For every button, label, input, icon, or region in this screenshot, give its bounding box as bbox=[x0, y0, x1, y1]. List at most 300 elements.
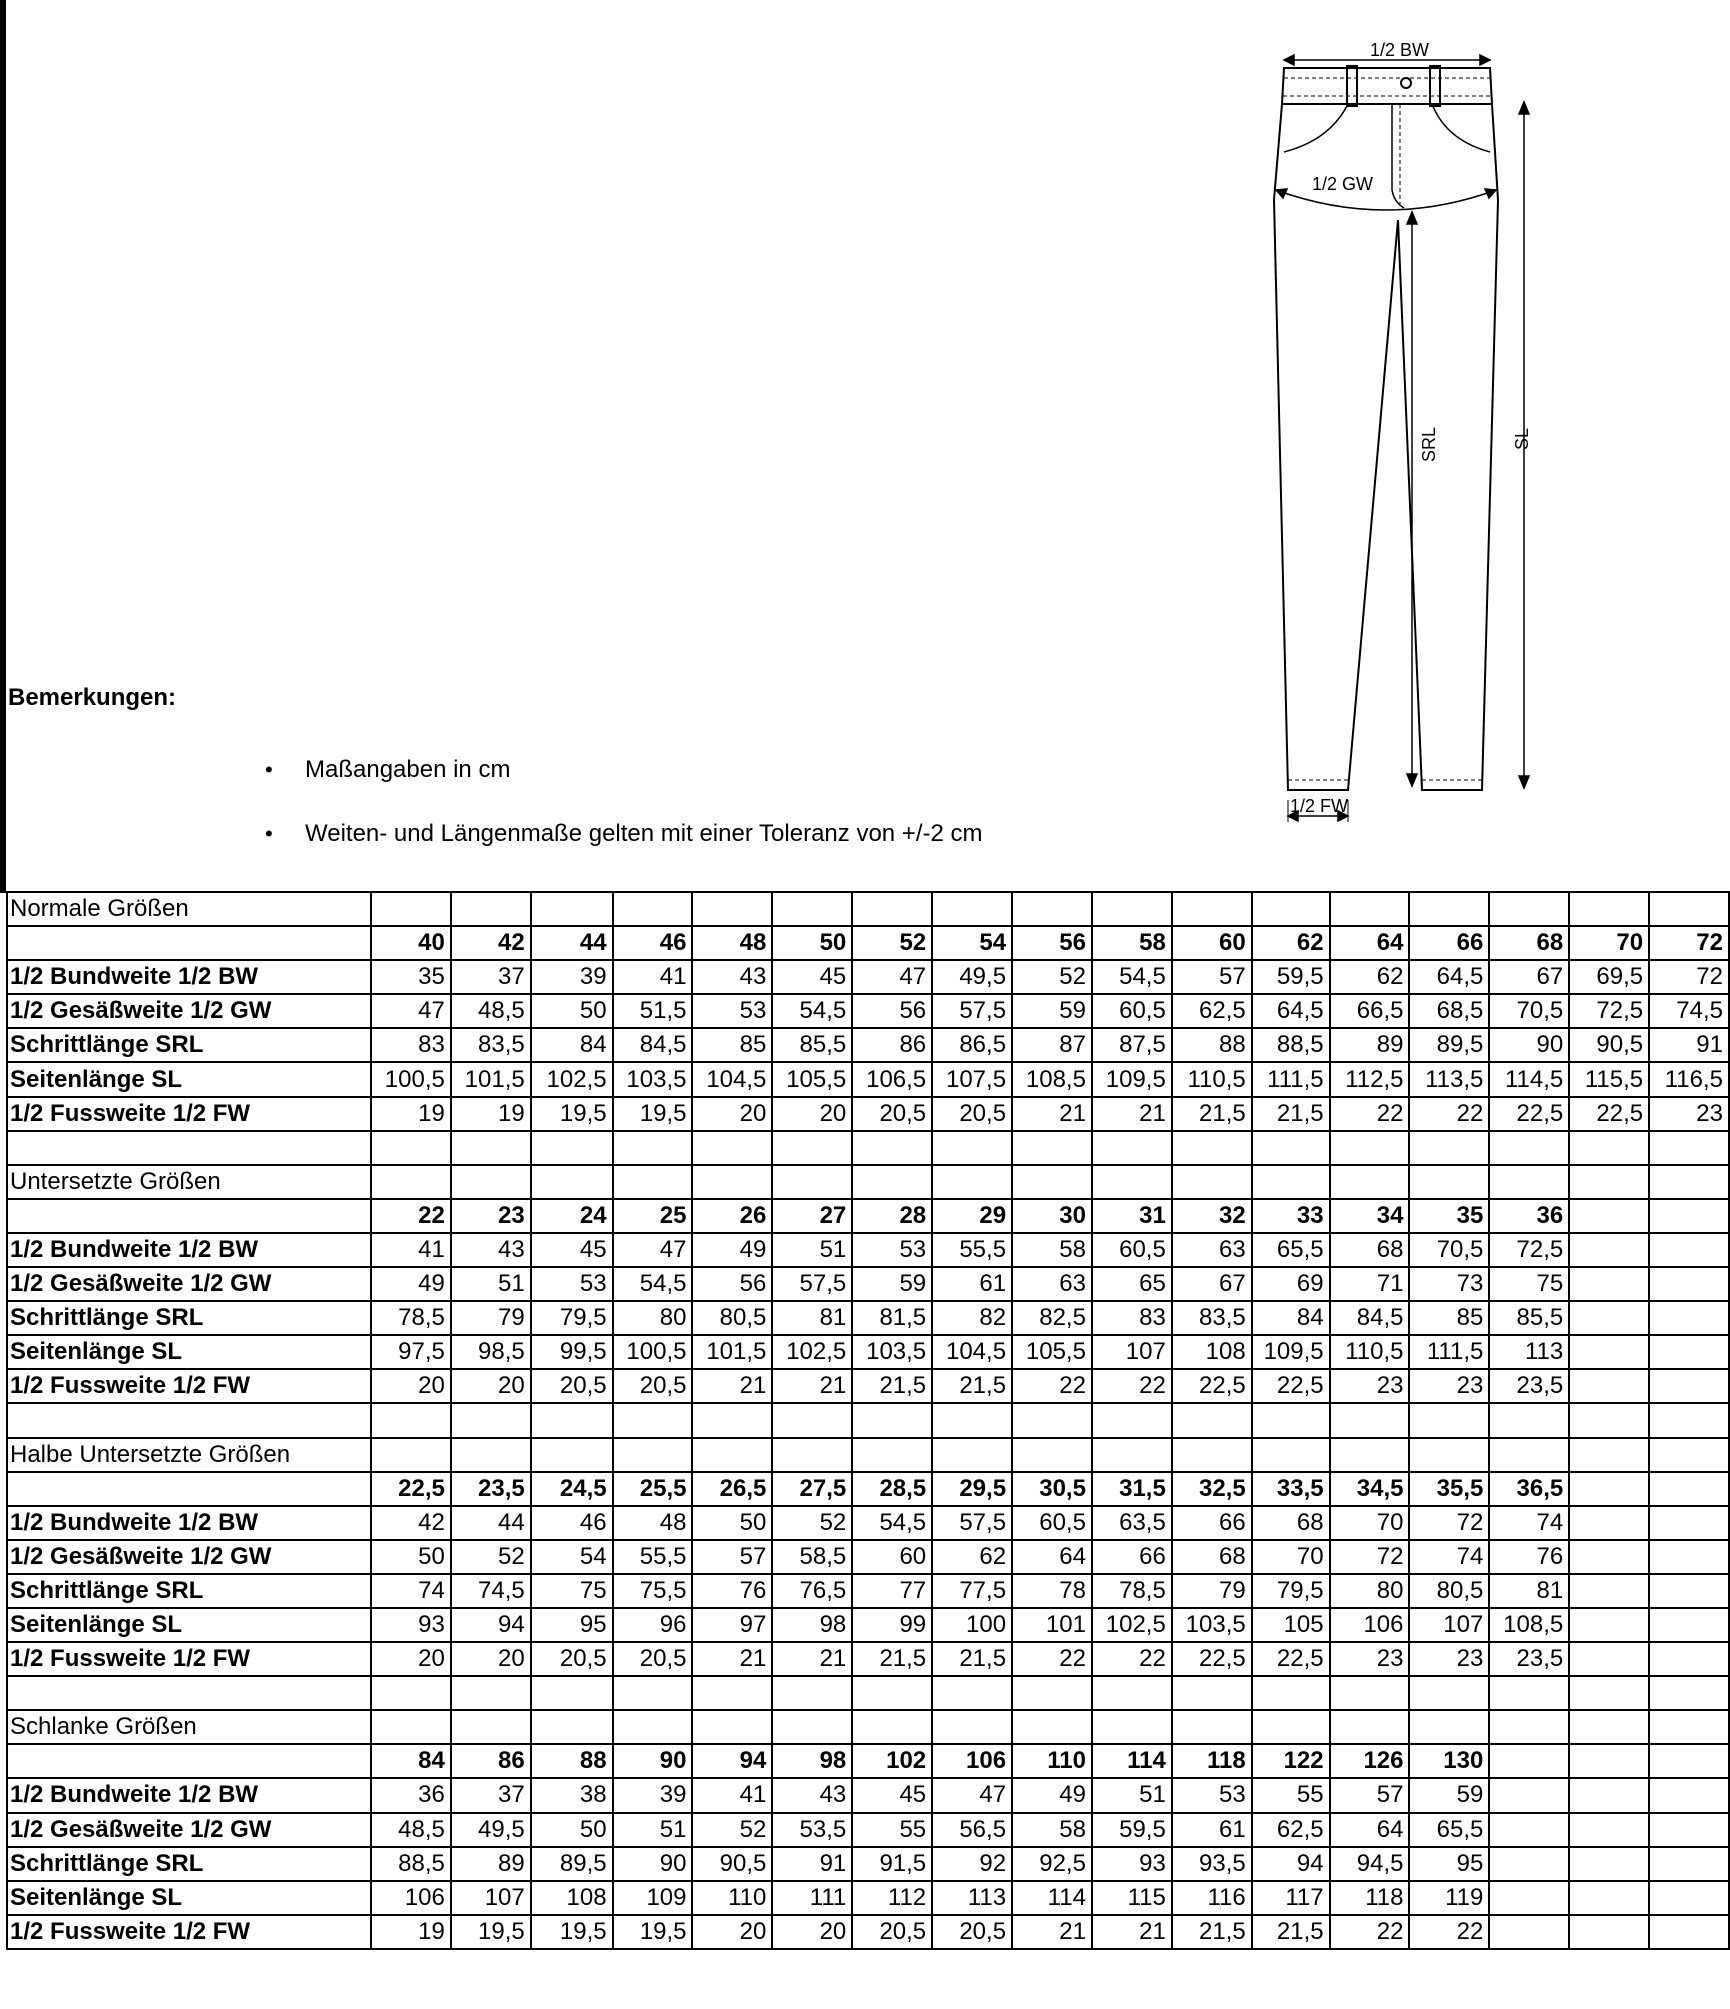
empty-cell bbox=[531, 1165, 613, 1199]
measure-cell: 91 bbox=[1649, 1028, 1729, 1062]
empty-cell bbox=[1569, 1165, 1649, 1199]
size-cell: 90 bbox=[613, 1744, 693, 1778]
sl-label: SL bbox=[1512, 427, 1532, 450]
measure-cell: 108,5 bbox=[1012, 1062, 1092, 1096]
trouser-measurement-diagram bbox=[1270, 30, 1570, 830]
measure-cell: 102,5 bbox=[1092, 1608, 1172, 1642]
measure-label: 1/2 Fussweite 1/2 FW bbox=[7, 1369, 371, 1403]
measure-cell bbox=[1649, 1540, 1729, 1574]
measure-row bbox=[7, 1301, 1729, 1335]
measure-cell: 22,5 bbox=[1489, 1097, 1569, 1131]
measure-cell: 62,5 bbox=[1172, 994, 1252, 1028]
measure-cell: 54 bbox=[531, 1540, 613, 1574]
measure-cell: 69 bbox=[1252, 1267, 1330, 1301]
measure-cell bbox=[1649, 1813, 1729, 1847]
empty-cell bbox=[1172, 1165, 1252, 1199]
measure-cell: 83,5 bbox=[451, 1028, 531, 1062]
size-cell: 106 bbox=[932, 1744, 1012, 1778]
empty-cell bbox=[772, 1131, 852, 1165]
measure-cell: 105,5 bbox=[1012, 1335, 1092, 1369]
measure-cell: 112,5 bbox=[1330, 1062, 1410, 1096]
empty-cell bbox=[1409, 1165, 1489, 1199]
measure-cell: 78 bbox=[1012, 1574, 1092, 1608]
size-cell: 102 bbox=[852, 1744, 932, 1778]
empty-cell bbox=[371, 1710, 451, 1744]
measure-cell: 100,5 bbox=[371, 1062, 451, 1096]
size-row bbox=[7, 926, 1729, 960]
measure-row bbox=[7, 1915, 1729, 1949]
measure-cell: 75 bbox=[1489, 1267, 1569, 1301]
measure-cell: 56 bbox=[852, 994, 932, 1028]
measure-row bbox=[7, 1097, 1729, 1131]
measure-cell bbox=[1649, 1506, 1729, 1540]
empty-cell bbox=[1330, 1165, 1410, 1199]
measure-cell: 21 bbox=[1092, 1097, 1172, 1131]
measure-cell: 106 bbox=[371, 1881, 451, 1915]
measure-cell: 20,5 bbox=[613, 1642, 693, 1676]
measure-cell: 50 bbox=[371, 1540, 451, 1574]
measure-cell: 21 bbox=[1092, 1915, 1172, 1949]
measure-cell: 52 bbox=[451, 1540, 531, 1574]
measure-cell: 70 bbox=[1252, 1540, 1330, 1574]
measure-cell: 66,5 bbox=[1330, 994, 1410, 1028]
measure-cell bbox=[1649, 1881, 1729, 1915]
empty-cell bbox=[1569, 1131, 1649, 1165]
measure-cell: 91 bbox=[772, 1847, 852, 1881]
measure-cell: 52 bbox=[772, 1506, 852, 1540]
measure-cell: 20 bbox=[371, 1642, 451, 1676]
measure-cell: 103,5 bbox=[852, 1335, 932, 1369]
measure-cell bbox=[1569, 1335, 1649, 1369]
empty-cell bbox=[1409, 1403, 1489, 1437]
measure-cell: 110,5 bbox=[1330, 1335, 1410, 1369]
measure-cell: 20,5 bbox=[932, 1915, 1012, 1949]
measure-cell: 88,5 bbox=[371, 1847, 451, 1881]
empty-cell bbox=[772, 1403, 852, 1437]
measure-cell: 83 bbox=[371, 1028, 451, 1062]
measure-cell: 21,5 bbox=[1252, 1097, 1330, 1131]
measure-cell: 107 bbox=[451, 1881, 531, 1915]
measure-cell: 49 bbox=[692, 1233, 772, 1267]
measure-cell: 35 bbox=[371, 960, 451, 994]
size-cell: 28,5 bbox=[852, 1472, 932, 1506]
measure-cell: 84 bbox=[531, 1028, 613, 1062]
section-title: Normale Größen bbox=[7, 892, 371, 926]
measure-cell: 114,5 bbox=[1489, 1062, 1569, 1096]
empty-cell bbox=[1649, 892, 1729, 926]
measure-row bbox=[7, 1369, 1729, 1403]
measure-cell: 36 bbox=[371, 1778, 451, 1812]
measure-cell: 111,5 bbox=[1252, 1062, 1330, 1096]
measure-row bbox=[7, 1778, 1729, 1812]
measure-cell: 85,5 bbox=[772, 1028, 852, 1062]
size-cell: 24,5 bbox=[531, 1472, 613, 1506]
measure-cell: 19 bbox=[371, 1097, 451, 1131]
measure-cell: 101,5 bbox=[692, 1335, 772, 1369]
measure-cell: 23 bbox=[1649, 1097, 1729, 1131]
measure-cell: 108 bbox=[531, 1881, 613, 1915]
measure-cell: 41 bbox=[613, 960, 693, 994]
empty-cell bbox=[1172, 1710, 1252, 1744]
empty-cell bbox=[692, 1131, 772, 1165]
measure-cell: 19,5 bbox=[613, 1097, 693, 1131]
size-cell: 62 bbox=[1252, 926, 1330, 960]
measure-cell: 61 bbox=[932, 1267, 1012, 1301]
empty-cell bbox=[613, 1165, 693, 1199]
measure-cell: 43 bbox=[692, 960, 772, 994]
empty-cell bbox=[1012, 1165, 1092, 1199]
measure-cell: 57,5 bbox=[932, 994, 1012, 1028]
size-cell: 94 bbox=[692, 1744, 772, 1778]
empty-cell bbox=[1489, 1165, 1569, 1199]
measure-cell: 22,5 bbox=[1172, 1369, 1252, 1403]
measure-cell: 98 bbox=[772, 1608, 852, 1642]
measure-cell: 59 bbox=[852, 1267, 932, 1301]
measure-cell: 37 bbox=[451, 1778, 531, 1812]
size-cell: 58 bbox=[1092, 926, 1172, 960]
empty-cell bbox=[1172, 1676, 1252, 1710]
empty-cell bbox=[852, 1403, 932, 1437]
empty-cell bbox=[1252, 1676, 1330, 1710]
measure-cell: 72,5 bbox=[1569, 994, 1649, 1028]
measure-cell: 108,5 bbox=[1489, 1608, 1569, 1642]
measure-cell: 69,5 bbox=[1569, 960, 1649, 994]
measure-cell: 23 bbox=[1409, 1642, 1489, 1676]
fw-label: 1/2 FW bbox=[1290, 796, 1349, 816]
measure-cell: 115,5 bbox=[1569, 1062, 1649, 1096]
empty-cell bbox=[1489, 892, 1569, 926]
section-title-row bbox=[7, 892, 1729, 926]
measure-cell bbox=[1489, 1813, 1569, 1847]
empty-cell bbox=[1092, 1403, 1172, 1437]
size-cell: 28 bbox=[852, 1199, 932, 1233]
empty-cell bbox=[1649, 1438, 1729, 1472]
measure-cell: 103,5 bbox=[1172, 1608, 1252, 1642]
empty-cell bbox=[613, 1710, 693, 1744]
measure-cell: 81 bbox=[1489, 1574, 1569, 1608]
size-cell: 70 bbox=[1569, 926, 1649, 960]
measure-cell: 73 bbox=[1409, 1267, 1489, 1301]
measure-cell: 89 bbox=[1330, 1028, 1410, 1062]
measure-cell: 21 bbox=[1012, 1915, 1092, 1949]
measure-cell: 23 bbox=[1330, 1369, 1410, 1403]
measure-cell: 95 bbox=[531, 1608, 613, 1642]
empty-cell bbox=[852, 1165, 932, 1199]
measure-cell bbox=[1649, 1233, 1729, 1267]
section-title-row bbox=[7, 1438, 1729, 1472]
size-cell bbox=[1569, 1744, 1649, 1778]
measure-label: 1/2 Gesäßweite 1/2 GW bbox=[7, 1267, 371, 1301]
measure-cell: 75 bbox=[531, 1574, 613, 1608]
measure-cell bbox=[1489, 1915, 1569, 1949]
measure-cell: 74 bbox=[371, 1574, 451, 1608]
measure-cell: 20,5 bbox=[932, 1097, 1012, 1131]
empty-cell bbox=[531, 1710, 613, 1744]
empty-cell bbox=[1569, 892, 1649, 926]
empty-cell bbox=[1092, 1438, 1172, 1472]
measure-label: 1/2 Fussweite 1/2 FW bbox=[7, 1097, 371, 1131]
empty-cell bbox=[531, 1438, 613, 1472]
measure-cell: 21,5 bbox=[1172, 1097, 1252, 1131]
empty-cell bbox=[692, 1165, 772, 1199]
size-cell: 32,5 bbox=[1172, 1472, 1252, 1506]
measure-cell: 109 bbox=[613, 1881, 693, 1915]
size-row bbox=[7, 1744, 1729, 1778]
measure-row bbox=[7, 1506, 1729, 1540]
measure-cell: 56,5 bbox=[932, 1813, 1012, 1847]
size-row-label bbox=[7, 1199, 371, 1233]
measure-cell: 72,5 bbox=[1489, 1233, 1569, 1267]
size-cell: 114 bbox=[1092, 1744, 1172, 1778]
measure-cell: 51,5 bbox=[613, 994, 693, 1028]
measure-cell: 45 bbox=[852, 1778, 932, 1812]
measure-cell: 91,5 bbox=[852, 1847, 932, 1881]
measure-cell: 113 bbox=[932, 1881, 1012, 1915]
size-cell bbox=[1569, 1199, 1649, 1233]
measure-cell: 105,5 bbox=[772, 1062, 852, 1096]
measure-cell bbox=[1569, 1847, 1649, 1881]
measure-cell bbox=[1569, 1608, 1649, 1642]
srl-label: SRL bbox=[1419, 426, 1439, 462]
measure-cell: 59,5 bbox=[1092, 1813, 1172, 1847]
measure-cell: 74 bbox=[1409, 1540, 1489, 1574]
measure-cell: 55 bbox=[1252, 1778, 1330, 1812]
measure-cell: 38 bbox=[531, 1778, 613, 1812]
measure-cell: 90 bbox=[1489, 1028, 1569, 1062]
measure-cell: 22,5 bbox=[1252, 1369, 1330, 1403]
measure-label: Seitenlänge SL bbox=[7, 1608, 371, 1642]
measure-cell: 109,5 bbox=[1252, 1335, 1330, 1369]
measure-cell bbox=[1649, 1608, 1729, 1642]
measure-cell: 111 bbox=[772, 1881, 852, 1915]
measure-cell: 92,5 bbox=[1012, 1847, 1092, 1881]
measure-cell: 57,5 bbox=[772, 1267, 852, 1301]
measure-cell: 20 bbox=[692, 1915, 772, 1949]
measure-cell bbox=[1649, 1642, 1729, 1676]
measure-cell: 85,5 bbox=[1489, 1301, 1569, 1335]
empty-cell bbox=[613, 1403, 693, 1437]
measure-cell: 114 bbox=[1012, 1881, 1092, 1915]
measure-cell: 22 bbox=[1092, 1369, 1172, 1403]
measure-cell: 87 bbox=[1012, 1028, 1092, 1062]
empty-cell bbox=[852, 1438, 932, 1472]
section-title-row bbox=[7, 1710, 1729, 1744]
measure-cell: 81,5 bbox=[852, 1301, 932, 1335]
measure-cell: 113 bbox=[1489, 1335, 1569, 1369]
empty-cell bbox=[1092, 1676, 1172, 1710]
measure-cell: 84,5 bbox=[613, 1028, 693, 1062]
measure-cell: 60 bbox=[852, 1540, 932, 1574]
size-cell: 25 bbox=[613, 1199, 693, 1233]
measure-cell: 20,5 bbox=[852, 1915, 932, 1949]
bullet-icon: • bbox=[265, 757, 273, 782]
empty-cell bbox=[1252, 1438, 1330, 1472]
measure-cell: 22 bbox=[1330, 1097, 1410, 1131]
empty-cell bbox=[1489, 1438, 1569, 1472]
measure-cell bbox=[1569, 1813, 1649, 1847]
measure-cell: 58,5 bbox=[772, 1540, 852, 1574]
measure-cell: 22 bbox=[1092, 1642, 1172, 1676]
size-cell bbox=[1649, 1744, 1729, 1778]
empty-cell bbox=[932, 1131, 1012, 1165]
measure-row bbox=[7, 1813, 1729, 1847]
measure-cell: 90,5 bbox=[692, 1847, 772, 1881]
empty-cell bbox=[371, 892, 451, 926]
measure-cell: 70,5 bbox=[1409, 1233, 1489, 1267]
empty-cell bbox=[1092, 1710, 1172, 1744]
measure-cell: 67 bbox=[1489, 960, 1569, 994]
size-cell: 35 bbox=[1409, 1199, 1489, 1233]
measure-cell: 53 bbox=[852, 1233, 932, 1267]
measure-cell bbox=[1569, 1915, 1649, 1949]
measure-cell: 80,5 bbox=[692, 1301, 772, 1335]
empty-cell bbox=[772, 1165, 852, 1199]
measure-cell: 82 bbox=[932, 1301, 1012, 1335]
measure-cell: 20 bbox=[371, 1369, 451, 1403]
size-cell: 31 bbox=[1092, 1199, 1172, 1233]
size-cell: 118 bbox=[1172, 1744, 1252, 1778]
size-cell: 27 bbox=[772, 1199, 852, 1233]
measure-cell: 90,5 bbox=[1569, 1028, 1649, 1062]
measure-cell: 84 bbox=[1252, 1301, 1330, 1335]
empty-cell bbox=[1252, 1165, 1330, 1199]
empty-cell bbox=[613, 1438, 693, 1472]
empty-cell bbox=[451, 1710, 531, 1744]
measure-cell: 22 bbox=[1330, 1915, 1410, 1949]
measure-cell: 99,5 bbox=[531, 1335, 613, 1369]
measure-cell: 118 bbox=[1330, 1881, 1410, 1915]
size-cell: 56 bbox=[1012, 926, 1092, 960]
size-cell: 22 bbox=[371, 1199, 451, 1233]
measure-label: Seitenlänge SL bbox=[7, 1335, 371, 1369]
measure-cell: 86,5 bbox=[932, 1028, 1012, 1062]
measure-cell: 21,5 bbox=[932, 1369, 1012, 1403]
size-cell bbox=[1649, 1472, 1729, 1506]
measure-cell: 119 bbox=[1409, 1881, 1489, 1915]
measure-cell: 110 bbox=[692, 1881, 772, 1915]
measure-cell: 66 bbox=[1092, 1540, 1172, 1574]
empty-cell bbox=[1172, 1438, 1252, 1472]
empty-cell bbox=[1649, 1676, 1729, 1710]
measure-cell: 49,5 bbox=[451, 1813, 531, 1847]
empty-cell bbox=[1409, 1710, 1489, 1744]
measure-cell: 50 bbox=[692, 1506, 772, 1540]
empty-cell bbox=[932, 1438, 1012, 1472]
measure-cell bbox=[1649, 1847, 1729, 1881]
empty-cell bbox=[692, 1438, 772, 1472]
measure-row bbox=[7, 1267, 1729, 1301]
measure-cell bbox=[1649, 1778, 1729, 1812]
measure-cell: 39 bbox=[613, 1778, 693, 1812]
measure-cell: 65 bbox=[1092, 1267, 1172, 1301]
measure-cell: 107,5 bbox=[932, 1062, 1012, 1096]
measure-cell: 49 bbox=[1012, 1778, 1092, 1812]
measure-cell: 74 bbox=[1489, 1506, 1569, 1540]
measure-cell bbox=[1569, 1267, 1649, 1301]
measure-cell: 54,5 bbox=[613, 1267, 693, 1301]
measure-cell: 22,5 bbox=[1569, 1097, 1649, 1131]
measure-cell: 93 bbox=[1092, 1847, 1172, 1881]
measure-label: Seitenlänge SL bbox=[7, 1881, 371, 1915]
measure-cell: 63 bbox=[1172, 1233, 1252, 1267]
measure-cell: 57 bbox=[1330, 1778, 1410, 1812]
empty-cell bbox=[531, 1131, 613, 1165]
size-cell: 25,5 bbox=[613, 1472, 693, 1506]
empty-cell bbox=[1649, 1165, 1729, 1199]
measure-cell: 20,5 bbox=[531, 1642, 613, 1676]
size-cell: 98 bbox=[772, 1744, 852, 1778]
empty-cell bbox=[1330, 1438, 1410, 1472]
measure-cell: 42 bbox=[371, 1506, 451, 1540]
empty-cell bbox=[1012, 1131, 1092, 1165]
empty-cell bbox=[1649, 1131, 1729, 1165]
measure-cell: 47 bbox=[371, 994, 451, 1028]
measure-cell: 21,5 bbox=[932, 1642, 1012, 1676]
measure-label: 1/2 Fussweite 1/2 FW bbox=[7, 1642, 371, 1676]
measure-cell: 67 bbox=[1172, 1267, 1252, 1301]
measure-cell: 74,5 bbox=[1649, 994, 1729, 1028]
measure-cell: 93,5 bbox=[1172, 1847, 1252, 1881]
size-cell bbox=[1649, 1199, 1729, 1233]
empty-cell bbox=[7, 1403, 371, 1437]
measure-cell: 60,5 bbox=[1092, 994, 1172, 1028]
empty-cell bbox=[451, 892, 531, 926]
size-cell: 23 bbox=[451, 1199, 531, 1233]
empty-cell bbox=[1649, 1403, 1729, 1437]
measure-cell: 53 bbox=[531, 1267, 613, 1301]
size-cell: 30,5 bbox=[1012, 1472, 1092, 1506]
measure-cell: 20 bbox=[772, 1915, 852, 1949]
empty-cell bbox=[371, 1438, 451, 1472]
measure-cell: 50 bbox=[531, 1813, 613, 1847]
empty-cell bbox=[1172, 892, 1252, 926]
size-row bbox=[7, 1199, 1729, 1233]
measure-cell: 20,5 bbox=[531, 1369, 613, 1403]
empty-cell bbox=[1409, 1131, 1489, 1165]
measure-cell: 87,5 bbox=[1092, 1028, 1172, 1062]
measure-cell: 64,5 bbox=[1252, 994, 1330, 1028]
measure-cell: 62 bbox=[932, 1540, 1012, 1574]
size-cell: 50 bbox=[772, 926, 852, 960]
measure-cell: 102,5 bbox=[531, 1062, 613, 1096]
measure-cell bbox=[1569, 1233, 1649, 1267]
measure-cell: 79,5 bbox=[1252, 1574, 1330, 1608]
size-cell: 46 bbox=[613, 926, 693, 960]
empty-cell bbox=[371, 1165, 451, 1199]
bullet-icon: • bbox=[265, 821, 273, 846]
measure-cell: 49,5 bbox=[932, 960, 1012, 994]
measure-cell: 77,5 bbox=[932, 1574, 1012, 1608]
measure-cell: 77 bbox=[852, 1574, 932, 1608]
measure-cell: 57 bbox=[1172, 960, 1252, 994]
measure-cell: 56 bbox=[692, 1267, 772, 1301]
measure-row bbox=[7, 1233, 1729, 1267]
measure-cell: 22 bbox=[1409, 1915, 1489, 1949]
measure-cell: 53 bbox=[692, 994, 772, 1028]
measure-cell: 109,5 bbox=[1092, 1062, 1172, 1096]
measure-cell bbox=[1569, 1369, 1649, 1403]
measure-cell: 41 bbox=[692, 1778, 772, 1812]
measure-cell: 20,5 bbox=[613, 1369, 693, 1403]
measure-cell: 63 bbox=[1012, 1267, 1092, 1301]
size-cell: 84 bbox=[371, 1744, 451, 1778]
empty-cell bbox=[932, 1710, 1012, 1744]
measure-cell: 47 bbox=[932, 1778, 1012, 1812]
empty-cell bbox=[1012, 1438, 1092, 1472]
measure-cell: 23 bbox=[1409, 1369, 1489, 1403]
measure-cell: 97,5 bbox=[371, 1335, 451, 1369]
size-cell: 44 bbox=[531, 926, 613, 960]
